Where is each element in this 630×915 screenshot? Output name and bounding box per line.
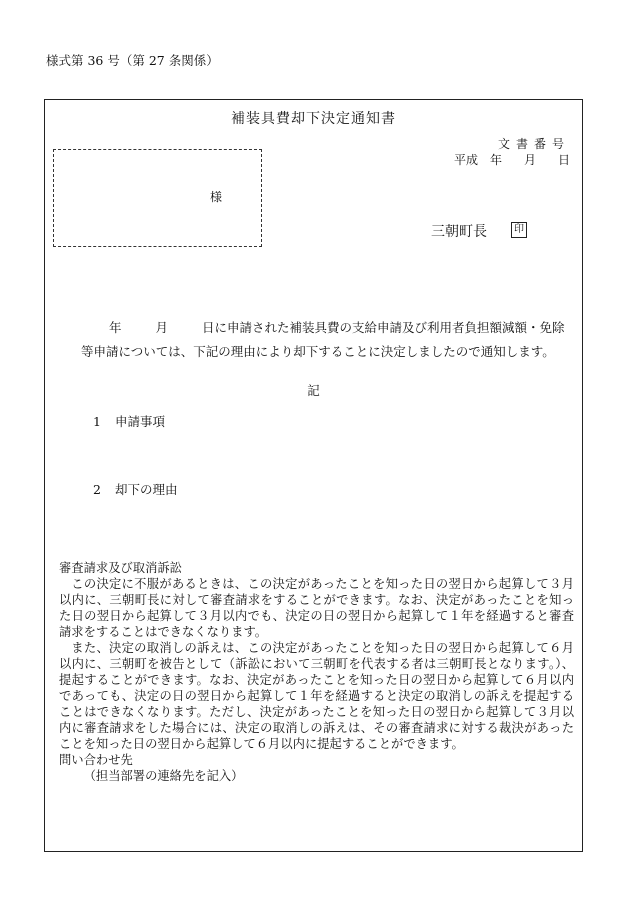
contact-heading: 問い合わせ先: [59, 753, 133, 767]
body-line-1-text: 日に申請された補装具費の支給申請及び利用者負担額減額・免除: [202, 320, 565, 335]
item-number: 2: [93, 482, 101, 497]
date-day: 日: [557, 153, 570, 167]
document-number-label: 文書番号: [497, 137, 570, 151]
notice-form-frame: [44, 99, 583, 852]
item-label: 申請事項: [115, 414, 166, 429]
appeal-heading: 審査請求及び取消訴訟: [59, 561, 182, 575]
document-title: 補装具費却下決定通知書: [231, 111, 396, 127]
seal-mark: 印: [511, 222, 527, 238]
addressee-box[interactable]: [53, 149, 262, 247]
ki-heading: 記: [307, 383, 320, 398]
date-era: 平成: [453, 153, 478, 167]
appeal-notice: [59, 560, 574, 784]
form-number: 様式第 36 号（第 27 条関係）: [46, 53, 219, 68]
contact-note: （担当部署の連絡先を記入）: [83, 769, 244, 783]
date-year: 年: [489, 153, 502, 167]
appeal-paragraph-1: この決定に不服があるときは、この決定があったことを知った日の翌日から起算して３月以内に、三朝町長に対して審査請求をすることができます。なお、決定があったことを知った日の翌日から起算して３月以内でも、決定の日の翌日から起算して１年を経過すると審査請求をすることはできなくなります。: [59, 577, 574, 639]
addressee-suffix: 様: [210, 190, 223, 204]
body-month: 月: [155, 320, 169, 335]
item-application: [93, 412, 165, 430]
item-number: 1: [93, 414, 101, 429]
issuer-name: 三朝町長: [431, 224, 487, 240]
item-rejection-reason: [93, 480, 178, 498]
item-label: 却下の理由: [115, 482, 178, 497]
body-line-1: [109, 318, 565, 336]
body-year: 年: [109, 320, 122, 335]
appeal-paragraph-2: また、決定の取消しの訴えは、この決定があったことを知った日の翌日から起算して６月以内に、三朝町を被告として（訴訟において三朝町を代表する者は三朝町長となります。）、提起することができます。なお、決定があったことを知った日の翌日から起算して６月以内であっても、決定の日の翌日から起算して１年を経過すると決定の取消しの訴えを提起することはできなくなります。ただし、決定があったことを知った日の翌日から起算して３月以内に審査請求をした場合には、決定の取消しの訴えは、その審査請求に対する裁決があったことを知った日の翌日から起算して６月以内に提起することができます。: [59, 641, 574, 751]
issue-date: [454, 151, 570, 168]
date-month: 月: [523, 153, 536, 167]
body-line-2: 等申請については、下記の理由により却下することに決定しましたので通知します。: [81, 344, 555, 359]
